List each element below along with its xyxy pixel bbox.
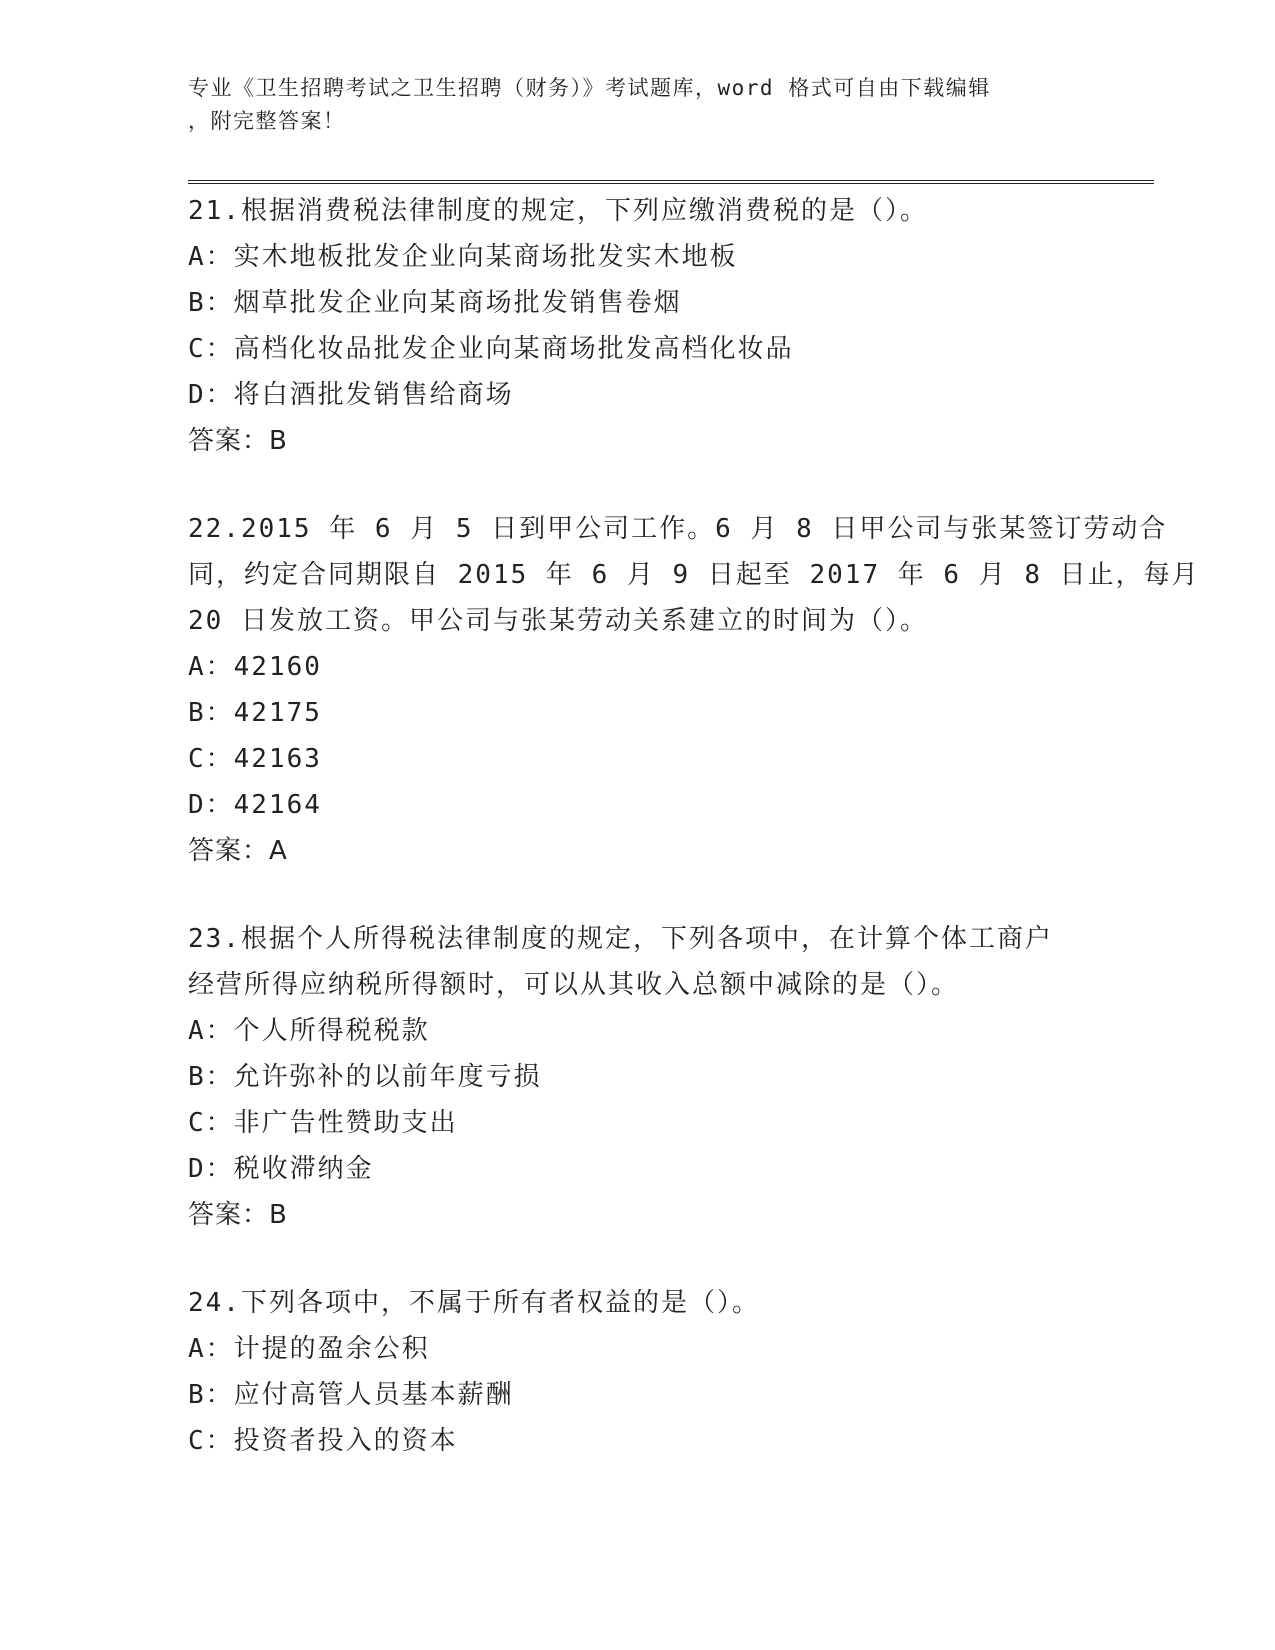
option-c: C：投资者投入的资本 <box>188 1426 458 1456</box>
header-divider <box>188 180 1154 184</box>
option-d: D：将白酒批发销售给商场 <box>188 380 514 410</box>
option-c: C：非广告性赞助支出 <box>188 1108 458 1138</box>
stem-line: 经营所得应纳税所得额时，可以从其收入总额中减除的是（）。 <box>188 970 960 1000</box>
option-d: D：42164 <box>188 790 322 820</box>
option-a: A：42160 <box>188 652 322 682</box>
stem-line: 23.根据个人所得税法律制度的规定，下列各项中，在计算个体工商户 <box>188 924 1053 954</box>
option-a: A：计提的盈余公积 <box>188 1334 430 1364</box>
question-stem <box>188 188 1088 234</box>
question-21 <box>188 188 1088 464</box>
option-b: B：烟草批发企业向某商场批发销售卷烟 <box>188 288 682 318</box>
option-b: B：应付高管人员基本薪酬 <box>188 1380 514 1410</box>
answer-value: B <box>269 1200 288 1230</box>
answer <box>188 828 1088 874</box>
answer-label: 答案： <box>188 1200 270 1230</box>
question-23 <box>188 916 1088 1238</box>
question-stem <box>188 1280 1088 1326</box>
option-c: C：42163 <box>188 744 322 774</box>
stem-line: 20 日发放工资。甲公司与张某劳动关系建立的时间为（）。 <box>188 606 928 636</box>
header-line-1: 专业《卫生招聘考试之卫生招聘（财务）》考试题库，word 格式可自由下载编辑 <box>188 76 991 100</box>
answer-value: A <box>269 836 288 866</box>
answer-label: 答案： <box>188 836 270 866</box>
document-header <box>188 72 1068 138</box>
option-c: C：高档化妆品批发企业向某商场批发高档化妆品 <box>188 334 794 364</box>
option-b: B：42175 <box>188 698 322 728</box>
option-a: A：实木地板批发企业向某商场批发实木地板 <box>188 242 738 272</box>
stem-line: 24.下列各项中，不属于所有者权益的是（）。 <box>188 1288 760 1318</box>
answer-label: 答案： <box>188 426 270 456</box>
answer <box>188 418 1088 464</box>
question-24 <box>188 1280 1088 1464</box>
question-stem <box>188 506 1200 644</box>
question-22 <box>188 506 1200 874</box>
stem-line: 21.根据消费税法律制度的规定，下列应缴消费税的是（）。 <box>188 196 928 226</box>
answer-value: B <box>269 426 288 456</box>
option-b: B：允许弥补的以前年度亏损 <box>188 1062 542 1092</box>
question-stem <box>188 916 1088 1008</box>
question-list <box>188 188 1200 1506</box>
option-d: D：税收滞纳金 <box>188 1154 374 1184</box>
option-a: A：个人所得税税款 <box>188 1016 430 1046</box>
stem-line: 同，约定合同期限自 2015 年 6 月 9 日起至 2017 年 6 月 8 日止，每月 <box>188 560 1200 590</box>
stem-line: 22.2015 年 6 月 5 日到甲公司工作。6 月 8 日甲公司与张某签订劳动合 <box>188 514 1168 544</box>
header-line-2: ，附完整答案！ <box>188 109 346 133</box>
answer <box>188 1192 1088 1238</box>
